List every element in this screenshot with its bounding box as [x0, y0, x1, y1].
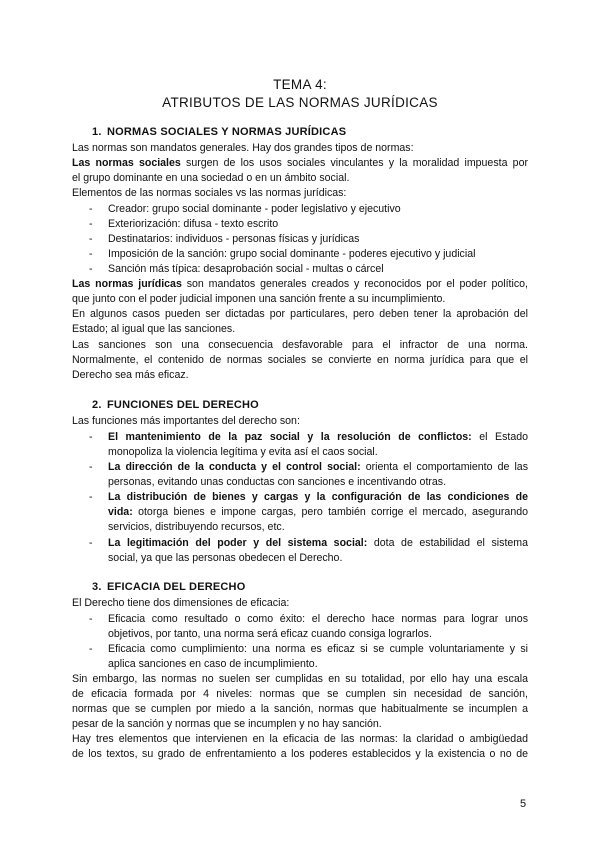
paragraph-line: el grupo dominante en una sociedad o en un ámbito social.	[72, 172, 350, 184]
section-2-heading	[92, 399, 259, 411]
paragraph-line: Hay tres elementos que intervienen en la eficacia de las normas: la claridad o ambigüedad	[72, 733, 528, 745]
list-item: La dirección de la conducta y el control social: orienta el comportamiento de las	[108, 461, 528, 473]
paragraph-line: Las normas sociales surgen de los usos sociales vinculantes y la moralidad impuesta por	[72, 157, 528, 169]
list-item: La distribución de bienes y cargas y la configuración de las condiciones de	[108, 491, 528, 503]
paragraph-line: Las sanciones son una consecuencia desfavorable para el infractor de una norma.	[72, 339, 528, 351]
section-1-heading	[92, 126, 346, 138]
list-dash: -	[89, 218, 93, 230]
paragraph-line: Estado; al igual que las sanciones.	[72, 323, 236, 335]
section-number: 1.	[92, 126, 102, 138]
paragraph-line: Las normas jurídicas son mandatos generales creados y reconocidos por el poder político,	[72, 278, 528, 290]
list-dash: -	[89, 537, 93, 549]
list-item-continuation: aplica sanciones en caso de incumplimiento.	[108, 658, 318, 670]
list-dash: -	[89, 461, 93, 473]
list-item: Destinatarios: individuos - personas físicas y jurídicas	[108, 233, 360, 245]
section-title: EFICACIA DEL DERECHO	[107, 581, 246, 593]
list-item: Imposición de la sanción: grupo social dominante - poderes ejecutivo y judicial	[108, 248, 476, 260]
page-number: 5	[520, 798, 527, 810]
paragraph-line: de eficacia formada por 4 niveles: normas que se cumplen sin necesidad de sanción,	[72, 688, 528, 700]
paragraph-line: Derecho sea más eficaz.	[72, 369, 189, 381]
paragraph-line: de los textos, su grado de enfrentamiento a los poderes establecidos y la existencia o no de	[72, 748, 528, 760]
section-title: FUNCIONES DEL DERECHO	[107, 399, 259, 411]
list-dash: -	[89, 431, 93, 443]
paragraph-line: Las normas son mandatos generales. Hay dos grandes tipos de normas:	[72, 142, 414, 154]
list-dash: -	[89, 203, 93, 215]
paragraph-line: Normalmente, el contenido de normas sociales se convierte en norma jurídica para que el	[72, 354, 528, 366]
paragraph-line: Las funciones más importantes del derecho son:	[72, 415, 300, 427]
section-number: 2.	[92, 399, 102, 411]
list-dash: -	[89, 491, 93, 503]
list-item-continuation: personas, evitando unas conductas con sanciones e incentivando otras.	[108, 476, 447, 488]
list-dash: -	[89, 263, 93, 275]
list-item-continuation: vida: otorga bienes e impone cargas, pero también corrige el mercado, asegurando	[108, 506, 528, 518]
paragraph-line: En algunos casos pueden ser dictadas por particulares, pero deben tener la aprobación del	[72, 308, 528, 320]
list-dash: -	[89, 613, 93, 625]
section-number: 3.	[92, 581, 102, 593]
list-item-continuation: servicios, distribuyendo recursos, etc.	[108, 521, 285, 533]
paragraph-line: pesar de la sanción y normas que se incumplen y no hay sanción.	[72, 718, 382, 730]
list-item: Eficacia como resultado o como éxito: el derecho hace normas para lograr unos	[108, 613, 528, 625]
page-title-line2: ATRIBUTOS DE LAS NORMAS JURÍDICAS	[162, 95, 438, 110]
paragraph-line: que junto con el poder judicial imponen una sanción frente a su incumplimiento.	[72, 293, 446, 305]
list-item: Eficacia como cumplimiento: una norma es eficaz si se cumple voluntariamente y si	[108, 643, 528, 655]
section-title: NORMAS SOCIALES Y NORMAS JURÍDICAS	[107, 126, 347, 138]
list-item: La legitimación del poder y del sistema social: dota de estabilidad el sistema	[108, 537, 528, 549]
list-dash: -	[89, 248, 93, 260]
list-item-continuation: objetivos, por tanto, una norma será eficaz cuando consiga lograrlos.	[108, 628, 432, 640]
list-item-continuation: monopoliza la violencia legítima y evita así el caos social.	[108, 446, 378, 458]
paragraph-line: Elementos de las normas sociales vs las normas jurídicas:	[72, 187, 347, 199]
page-title-line1: TEMA 4:	[273, 77, 327, 92]
paragraph-line: Sin embargo, las normas no suelen ser cumplidas en su totalidad, por ello hay una escala	[72, 673, 528, 685]
list-dash: -	[89, 643, 93, 655]
paragraph-line: El Derecho tiene dos dimensiones de eficacia:	[72, 597, 290, 609]
list-dash: -	[89, 233, 93, 245]
list-item: Creador: grupo social dominante - poder legislativo y ejecutivo	[108, 203, 401, 215]
paragraph-line: normas que se cumplen por miedo a la sanción, normas que habitualmente se incumplen a	[72, 703, 528, 715]
list-item: Sanción más típica: desaprobación social - multas o cárcel	[108, 263, 384, 275]
list-item-continuation: social, ya que las personas obedecen el Derecho.	[108, 552, 343, 564]
section-3-heading	[92, 581, 245, 593]
list-item: Exteriorización: difusa - texto escrito	[108, 218, 279, 230]
list-item: El mantenimiento de la paz social y la resolución de conflictos: el Estado	[108, 431, 528, 443]
